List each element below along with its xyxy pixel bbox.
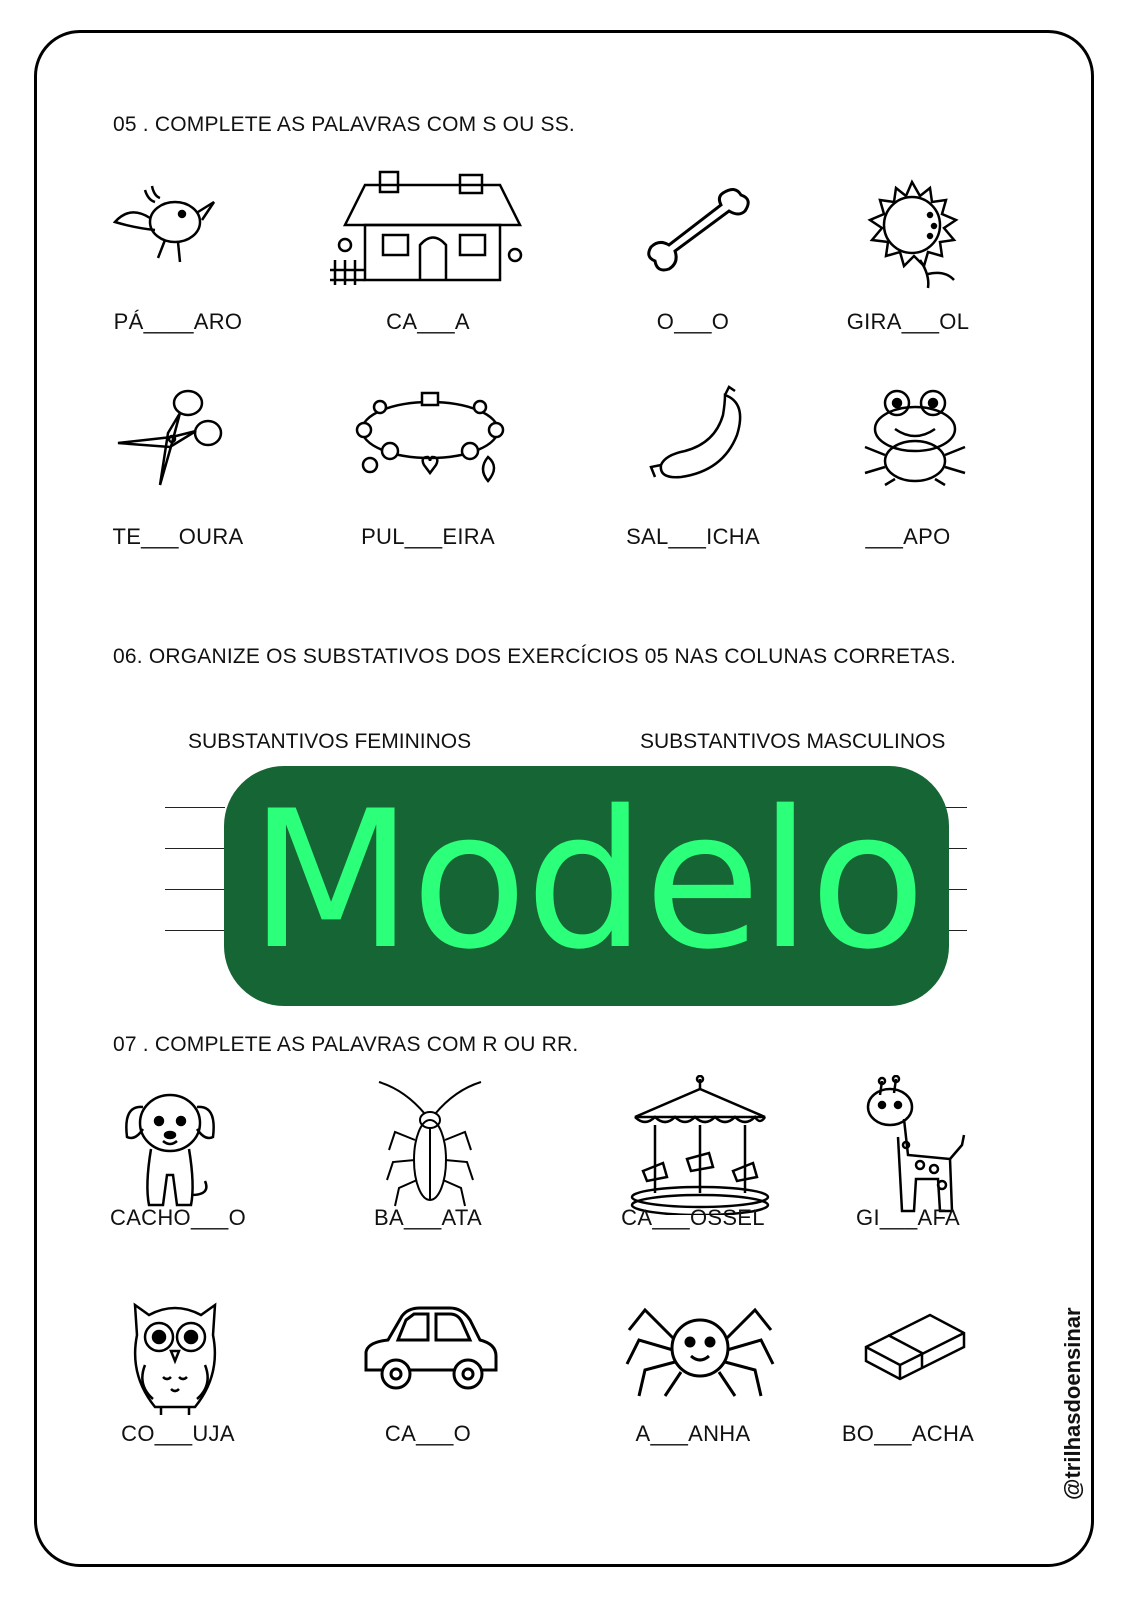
word-passaro: PÁ____ARO xyxy=(113,309,243,334)
answer-line[interactable] xyxy=(165,889,225,890)
bracelet-icon xyxy=(315,385,545,485)
sunflower-icon xyxy=(800,170,1030,290)
exercise-07-title: 07 . COMPLETE AS PALAVRAS COM R OU RR. xyxy=(113,1033,579,1056)
word-osso: O___O xyxy=(656,309,730,334)
watermark-text: Modelo xyxy=(249,770,924,991)
eraser-icon xyxy=(800,1305,1030,1385)
sausage-icon xyxy=(585,385,815,490)
answer-line[interactable] xyxy=(165,930,225,931)
house-icon xyxy=(315,170,545,290)
carousel-icon xyxy=(585,1075,815,1215)
exercise-05-title: 05 . COMPLETE AS PALAVRAS COM S OU SS. xyxy=(113,113,575,136)
spider-icon xyxy=(585,1300,815,1400)
cockroach-icon xyxy=(315,1080,545,1215)
exercise-06-title: 06. ORGANIZE OS SUBSTATIVOS DOS EXERCÍCIOS 05 NAS COLUNAS CORRETAS. xyxy=(113,645,957,668)
answer-line[interactable] xyxy=(165,848,225,849)
word-cachorro: CACHO___O xyxy=(110,1205,246,1230)
bone-icon xyxy=(585,185,815,275)
word-sapo: ___APO xyxy=(865,524,951,549)
bird-icon xyxy=(50,180,280,270)
giraffe-icon xyxy=(800,1075,1030,1215)
word-salsicha: SAL___ICHA xyxy=(626,524,760,549)
word-carro: CA___O xyxy=(384,1421,472,1446)
word-tesoura: TE___OURA xyxy=(112,524,244,549)
word-barata: BA___ATA xyxy=(374,1205,482,1230)
answer-line[interactable] xyxy=(165,807,225,808)
watermark-badge xyxy=(224,766,949,1006)
frog-icon xyxy=(800,385,1030,490)
car-icon xyxy=(315,1300,545,1400)
scissors-icon xyxy=(55,385,285,490)
word-girassol: GIRA___OL xyxy=(846,309,970,334)
dog-icon xyxy=(55,1085,285,1215)
word-aranha: A___ANHA xyxy=(635,1421,751,1446)
author-handle: @trilhasdoensinar xyxy=(1060,1307,1085,1500)
owl-icon xyxy=(60,1295,290,1420)
word-girafa: GI___AFA xyxy=(856,1205,960,1230)
word-coruja: CO___UJA xyxy=(121,1421,235,1446)
word-carrossel: CA___OSSEL xyxy=(621,1205,765,1230)
word-casa: CA___A xyxy=(386,309,470,334)
word-borracha: BO___ACHA xyxy=(841,1421,975,1446)
column-title-masculine: SUBSTANTIVOS MASCULINOS xyxy=(640,730,946,753)
answer-line[interactable] xyxy=(945,807,967,808)
word-pulseira: PUL___EIRA xyxy=(361,524,495,549)
column-title-feminine: SUBSTANTIVOS FEMININOS xyxy=(188,730,472,753)
